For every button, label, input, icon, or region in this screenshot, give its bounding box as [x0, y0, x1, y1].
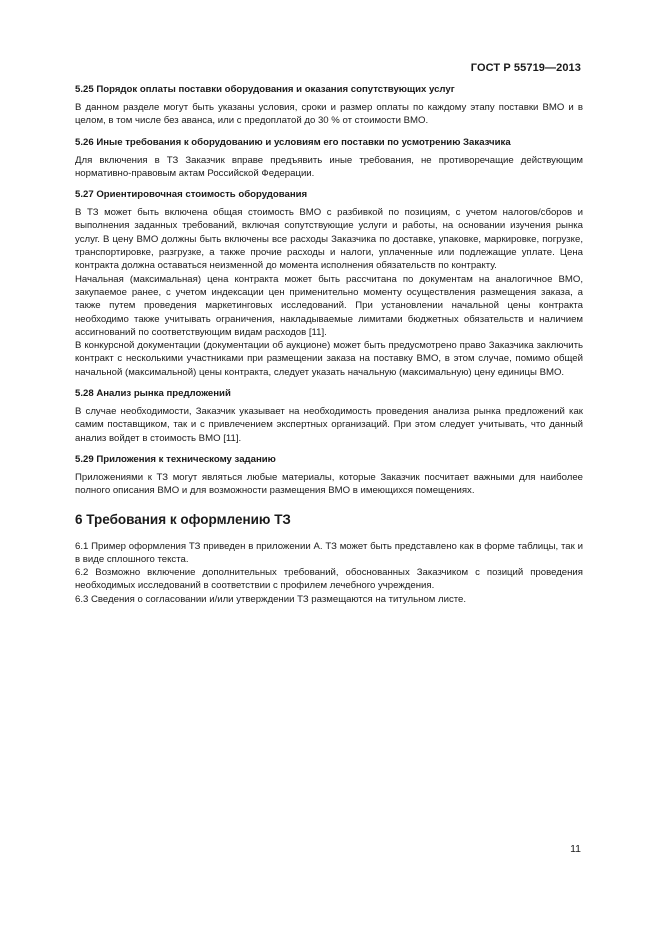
section-5-28-paragraph: В случае необходимости, Заказчик указывает на необходимость проведения анализа рынка предложений как самим поставщиком, так и с привлечением экспертных организаций. При этом следует учитывать, что данный анализ войдет в стоимость ВМО [11].: [75, 406, 583, 444]
page-content: [75, 83, 583, 606]
section-5-26-heading: 5.26 Иные требования к оборудованию и условиям его поставки по усмотрению Заказчика: [75, 136, 511, 148]
section-5-29-heading: 5.29 Приложения к техническому заданию: [75, 453, 276, 465]
document-code: ГОСТ Р 55719—2013: [470, 62, 581, 74]
section-5-25-paragraph: В данном разделе могут быть указаны условия, сроки и размер оплаты по каждому этапу поставки ВМО и в целом, в том числе без аванса, или с предоплатой до 30 % от стоимости ВМО.: [75, 102, 583, 127]
section-6-1-paragraph: 6.1 Пример оформления ТЗ приведен в приложении А. ТЗ может быть представлено как в форме таблицы, так и в виде сплошного текста.: [75, 540, 583, 565]
section-5-27-heading: 5.27 Ориентировочная стоимость оборудования: [75, 189, 308, 201]
section-5-25-heading: 5.25 Порядок оплаты поставки оборудования и оказания сопутствующих услуг: [75, 84, 455, 95]
section-5-27-paragraph-3: В конкурсной документации (документации об аукционе) может быть предусмотрено право Заказчика заключить контракт с несколькими участниками при размещении заказа на поставку ВМО, в этом случае, помимо общей начальной (максимальной) цены контракта, следует указать начальную (максимальную) цену единицы ВМО.: [75, 340, 583, 378]
page-number: 11: [570, 843, 581, 855]
section-6-3-paragraph: 6.3 Сведения о согласовании и/или утверждении ТЗ размещаются на титульном листе.: [75, 593, 467, 605]
section-5-27-paragraph-2: Начальная (максимальная) цена контракта может быть рассчитана по документам на аналогичное ВМО, закупаемое ранее, с учетом индексации цен применительно моменту осуществления размещения заказа, а также путем проведения маркетинговых исследований. При установлении начальной цены контракта необходимо также учитывать ограничения, накладываемые лимитами бюджетных обязательств и наличием ассигнований по соответствующим видам расходов [11].: [75, 273, 583, 338]
section-5-28-heading: 5.28 Анализ рынка предложений: [75, 388, 231, 400]
section-5-27-paragraph-1: В ТЗ может быть включена общая стоимость ВМО с разбивкой по позициям, с учетом налогов/сборов и выполнения заданных требований, включая сопутствующие услуги и работы, на основании изучения рынка услуг. В цену ВМО должны быть включены все расходы Заказчика по доставке, упаковке, маркировке, погрузке, транспортировке, разгрузке, а также прочие расходы и налоги, уплаченные или подлежащие уплате. Цена контракта должна оставаться неизменной до момента исполнения обязательств по контракту.: [75, 207, 583, 272]
section-6-title: 6 Требования к оформлению ТЗ: [75, 511, 291, 527]
section-6-2-paragraph: 6.2 Возможно включение дополнительных требований, обоснованных Заказчиком с позиций проведения необходимых исследований в соответствии с профилем лечебного учреждения.: [75, 567, 583, 592]
section-5-29-paragraph: Приложениями к ТЗ могут являться любые материалы, которые Заказчик посчитает важными для наиболее полного описания ВМО и для возможности размещения ВМО в имеющихся помещениях.: [75, 471, 583, 497]
section-5-26-paragraph: Для включения в ТЗ Заказчик вправе предъявить иные требования, не противоречащие действующим нормативно-правовым актам Российской Федерации.: [75, 154, 583, 179]
